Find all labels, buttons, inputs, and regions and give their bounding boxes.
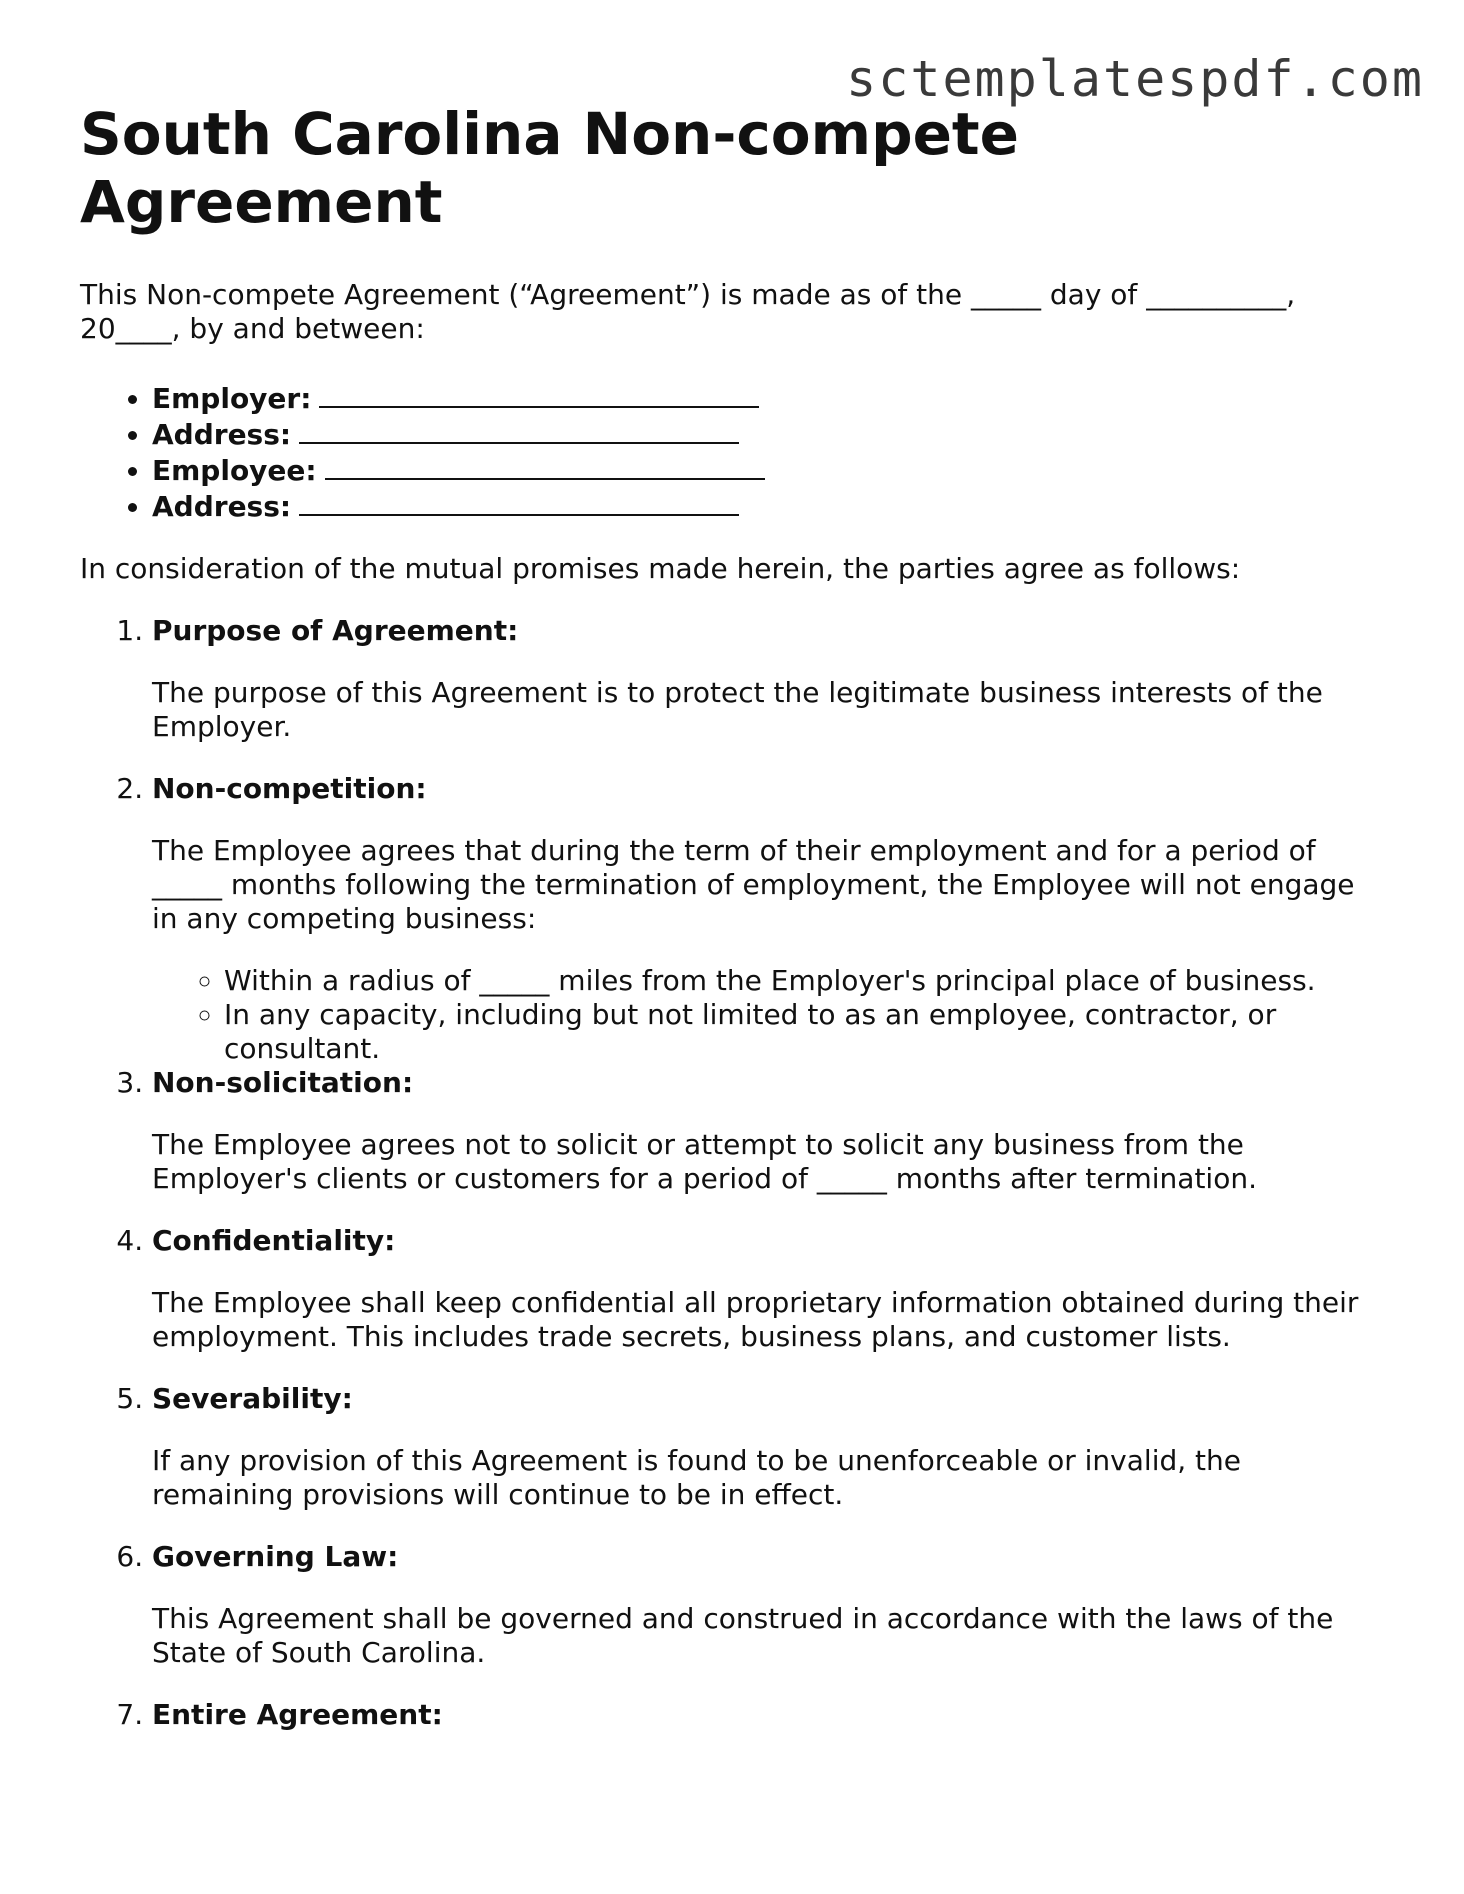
party-item	[152, 488, 1380, 524]
party-item	[152, 452, 1380, 488]
section-body: If any provision of this Agreement is found to be unenforceable or invalid, the remaining provisions will continue to be in effect.	[152, 1444, 1241, 1511]
section-heading: 7. Entire Agreement:	[152, 1698, 443, 1731]
section-subitems	[152, 964, 1380, 1066]
section-item	[152, 614, 1380, 744]
section-heading: 5. Severability:	[152, 1382, 353, 1415]
party-blank-field[interactable]	[299, 488, 739, 516]
party-blank-field[interactable]	[325, 452, 765, 480]
section-body: This Agreement shall be governed and construed in accordance with the laws of the State of South Carolina.	[152, 1602, 1334, 1669]
document-title: South Carolina Non-compete Agreement	[80, 100, 1019, 236]
watermark: sctemplatespdf.com	[846, 50, 1424, 108]
section-heading: 4. Confidentiality:	[152, 1224, 396, 1257]
intro-paragraph: This Non-compete Agreement (“Agreement”) is made as of the _____ day of __________, 20____, by and between:	[80, 278, 1296, 345]
section-heading: 1. Purpose of Agreement:	[152, 614, 519, 647]
sub-item: ◦ Within a radius of _____ miles from the Employer's principal place of business.	[224, 964, 1380, 998]
consideration-paragraph: In consideration of the mutual promises made herein, the parties agree as follows:	[80, 552, 1241, 585]
section-item	[152, 1540, 1380, 1670]
sub-item: ◦ In any capacity, including but not limited to as an employee, contractor, or consultant.	[224, 998, 1380, 1066]
section-item	[152, 1382, 1380, 1512]
party-label: Address:	[152, 418, 292, 451]
party-label: Address:	[152, 490, 292, 523]
section-heading: 3. Non-solicitation:	[152, 1066, 414, 1099]
party-label: Employee:	[152, 454, 317, 487]
section-item	[152, 1066, 1380, 1196]
section-body: The purpose of this Agreement is to protect the legitimate business interests of the Employer.	[152, 676, 1323, 743]
section-heading: 6. Governing Law:	[152, 1540, 399, 1573]
section-body: The Employee agrees that during the term of their employment and for a period of _____ months following the termination of employment, the Employee will not engage in any competing business:	[152, 834, 1355, 935]
section-item	[152, 1698, 1380, 1732]
section-item	[152, 1224, 1380, 1354]
document-page	[80, 100, 1380, 1760]
party-item	[152, 380, 1380, 416]
section-body: The Employee shall keep confidential all proprietary information obtained during their employment. This includes trade secrets, business plans, and customer lists.	[152, 1286, 1359, 1353]
section-body: The Employee agrees not to solicit or attempt to solicit any business from the Employer's clients or customers for a period of _____ months after termination.	[152, 1128, 1257, 1195]
section-item	[152, 772, 1380, 1066]
sections-list	[80, 614, 1380, 1732]
party-blank-field[interactable]	[319, 380, 759, 408]
party-blank-field[interactable]	[299, 416, 739, 444]
parties-list	[80, 380, 1380, 524]
section-heading: 2. Non-competition:	[152, 772, 427, 805]
party-item	[152, 416, 1380, 452]
party-label: Employer:	[152, 382, 312, 415]
